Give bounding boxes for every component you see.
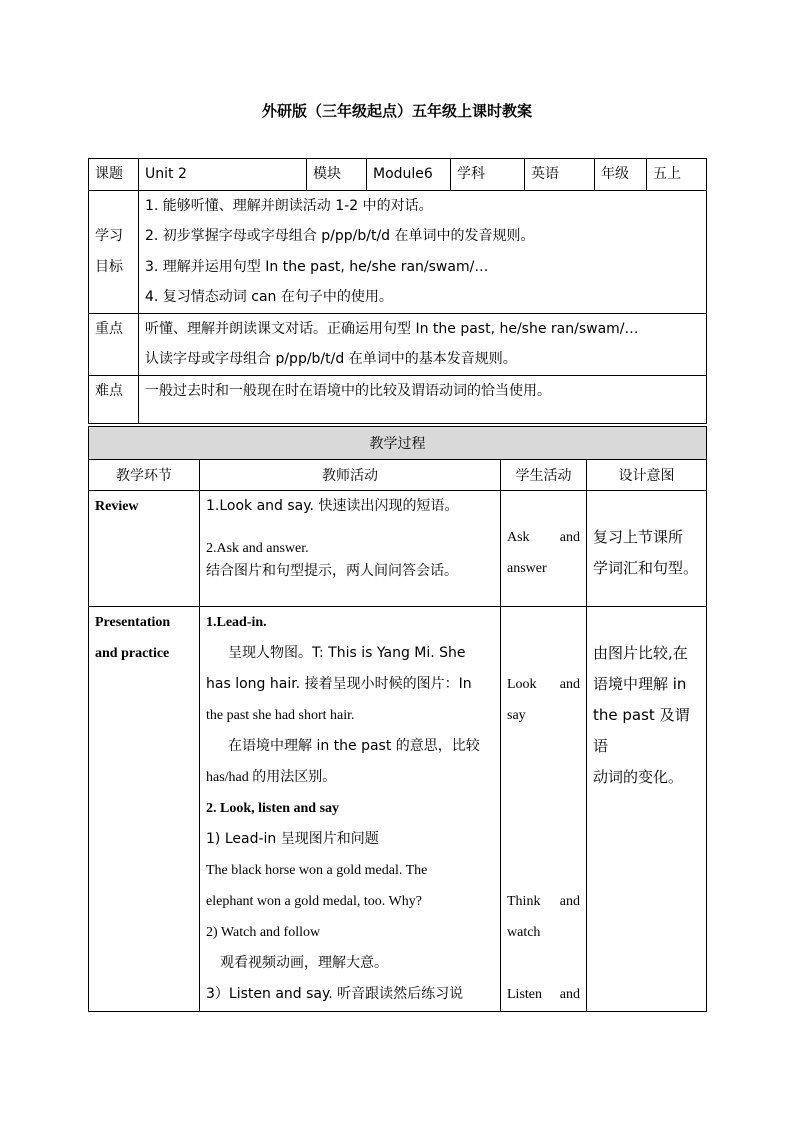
review-intent: 复习上节课所 学词汇和句型。 bbox=[587, 491, 707, 607]
teaching-process-table bbox=[88, 426, 707, 1012]
header-intent: 设计意图 bbox=[587, 460, 707, 491]
presentation-teacher-activity: 1.Lead-in. 呈现人物图。T: This is Yang Mi. She has long hair. 接着呈现小时候的图片：In the past she had short hair. 在语境中理解 in the past 的意思，比较 has/had 的用法区别。 2. Look, listen and say 1) Lead-in 呈现图片和问题 The black horse won a gold medal. The elephant won a gold medal, too. Why? 2) Watch and follow 观看视频动画，理解大意。 3）Listen and say. 听音跟读然后练习说 bbox=[200, 607, 501, 1012]
process-section-title: 教学过程 bbox=[89, 427, 707, 460]
difficulty-points: 一般过去时和一般现在时在语境中的比较及谓语动词的恰当使用。 bbox=[139, 375, 707, 423]
header-stage: 教学环节 bbox=[89, 460, 200, 491]
topic-label: 课题 bbox=[89, 159, 139, 191]
difficulty-label: 难点 bbox=[89, 375, 139, 423]
subject-label: 学科 bbox=[451, 159, 525, 191]
key-item: 认读字母或字母组合 p/pp/b/t/d 在单词中的基本发音规则。 bbox=[145, 351, 517, 367]
goal-item: 2. 初步掌握字母或字母组合 p/pp/b/t/d 在单词中的发音规则。 bbox=[145, 228, 535, 244]
subject-value: 英语 bbox=[525, 159, 595, 191]
key-item: 听懂、理解并朗读课文对话。正确运用句型 In the past, he/she ran/swam/… bbox=[145, 320, 639, 337]
document-title: 外研版（三年级起点）五年级上课时教案 bbox=[261, 102, 532, 120]
lesson-info-table bbox=[88, 158, 707, 424]
header-teacher: 教师活动 bbox=[200, 460, 501, 491]
review-teacher-activity: 1.Look and say. 快速读出闪现的短语。 2.Ask and answer. 结合图片和句型提示，两人间问答会话。 bbox=[200, 491, 501, 607]
review-stage: Review bbox=[89, 491, 200, 607]
goal-item: 3. 理解并运用句型 In the past, he/she ran/swam/… bbox=[145, 258, 489, 275]
grade-value: 五上 bbox=[647, 159, 707, 191]
presentation-stage: Presentation and practice bbox=[89, 607, 200, 1012]
presentation-intent: 由图片比较,在 语境中理解 in the past 及谓语 动词的变化。 bbox=[587, 607, 707, 1012]
goal-item: 4. 复习情态动词 can 在句子中的使用。 bbox=[145, 289, 393, 305]
key-label: 重点 bbox=[89, 313, 139, 375]
presentation-student-activity: Look and say Think and watch Listen and bbox=[501, 607, 587, 1012]
grade-label: 年级 bbox=[595, 159, 647, 191]
goals-label: 学习 目标 bbox=[89, 190, 139, 313]
header-student: 学生活动 bbox=[501, 460, 587, 491]
review-student-activity: Ask and answer bbox=[501, 491, 587, 607]
topic-value: Unit 2 bbox=[139, 159, 307, 191]
goal-item: 1. 能够听懂、理解并朗读活动 1-2 中的对话。 bbox=[145, 197, 433, 214]
module-label: 模块 bbox=[307, 159, 367, 191]
module-value: Module6 bbox=[367, 159, 451, 191]
key-points bbox=[139, 313, 707, 375]
learning-goals bbox=[139, 190, 707, 313]
